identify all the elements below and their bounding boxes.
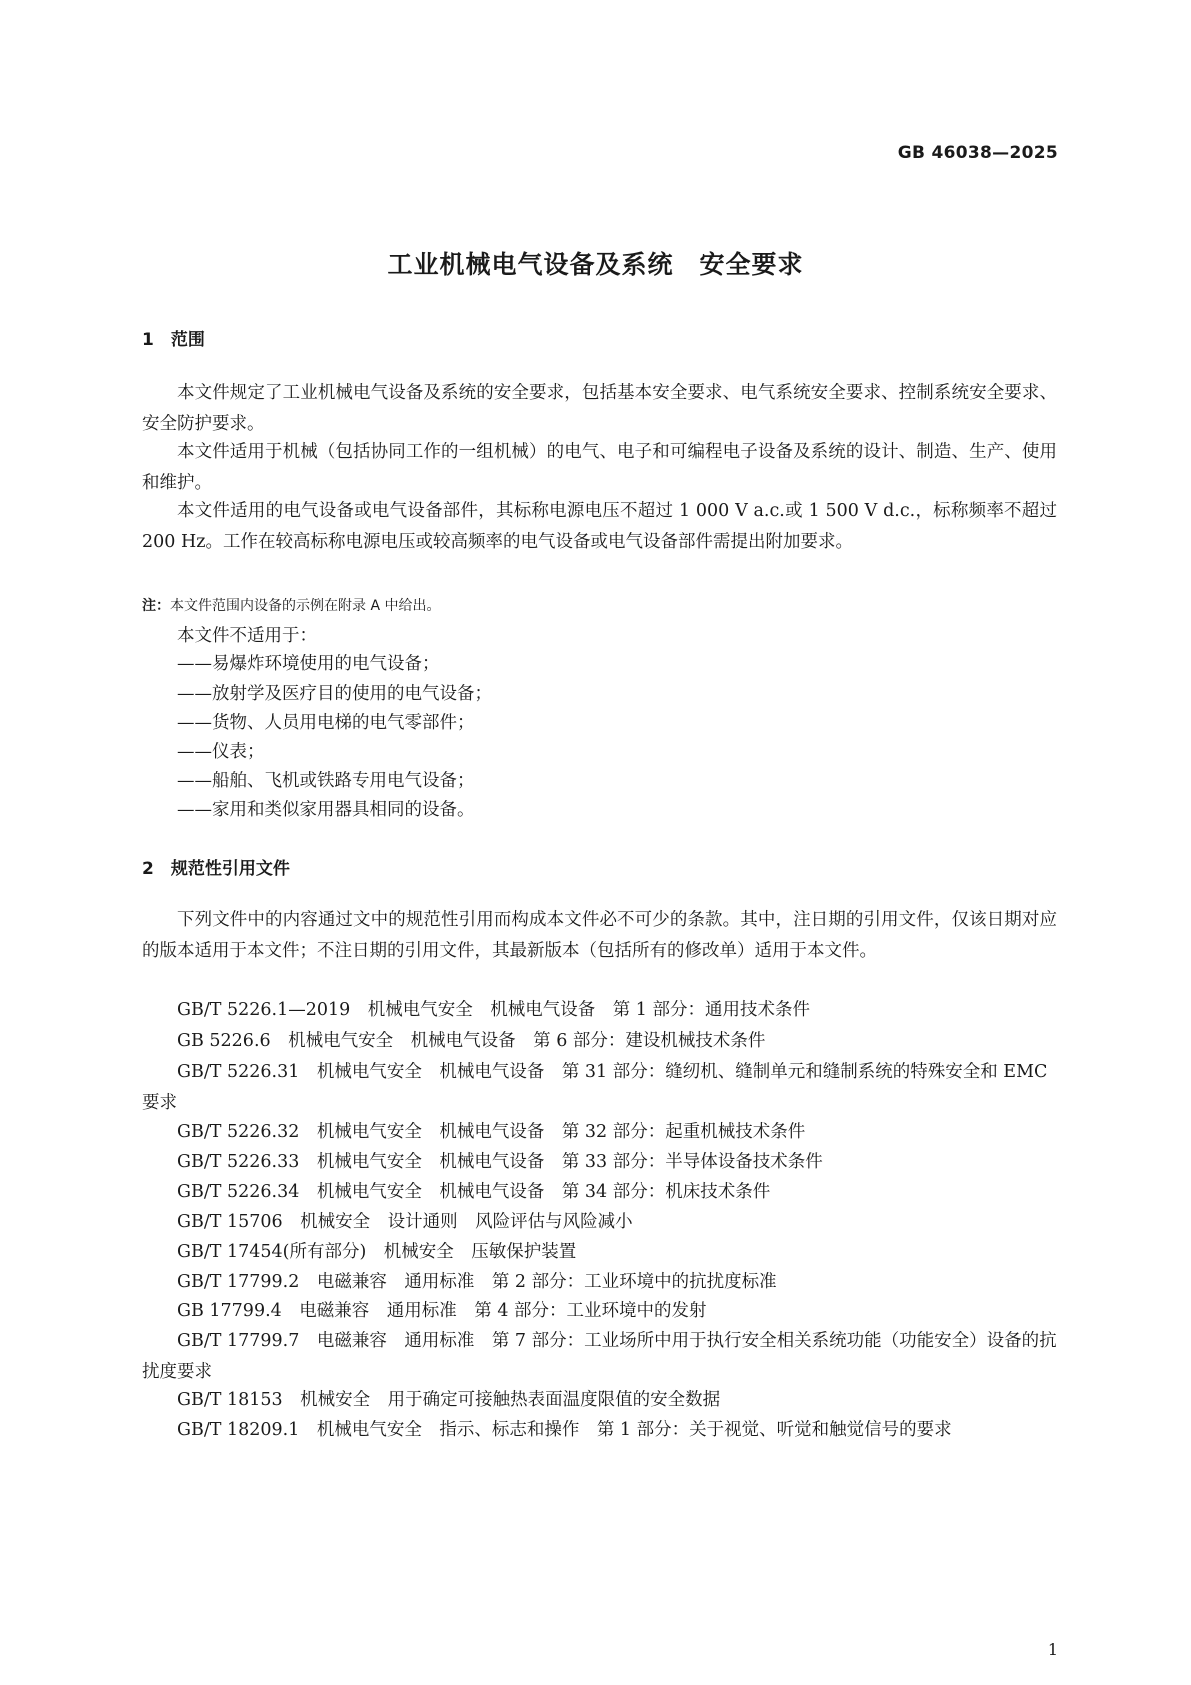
reference-item: GB/T 17799.7 电磁兼容 通用标准 第 7 部分：工业场所中用于执行安全相关系统功能（功能安全）设备的抗扰度要求 <box>142 1331 1057 1382</box>
exclusion-item: ——仪表； <box>177 742 265 762</box>
reference-item: GB/T 5226.33 机械电气安全 机械电气设备 第 33 部分：半导体设备技术条件 <box>177 1152 823 1172</box>
note-text: 本文件范围内设备的示例在附录 A 中给出。 <box>170 598 441 614</box>
reference-item: GB/T 18209.1 机械电气安全 指示、标志和操作 第 1 部分：关于视觉、听觉和触觉信号的要求 <box>177 1420 952 1440</box>
reference-item: GB/T 5226.34 机械电气安全 机械电气设备 第 34 部分：机床技术条件 <box>177 1182 771 1202</box>
exclusion-intro: 本文件不适用于： <box>177 626 317 646</box>
references-intro: 下列文件中的内容通过文中的规范性引用而构成本文件必不可少的条款。其中，注日期的引用文件，仅该日期对应的版本适用于本文件；不注日期的引用文件，其最新版本（包括所有的修改单）适用于本文件。 <box>142 910 1057 961</box>
reference-item: GB 17799.4 电磁兼容 通用标准 第 4 部分：工业环境中的发射 <box>177 1301 707 1321</box>
reference-item: GB/T 5226.32 机械电气安全 机械电气设备 第 32 部分：起重机械技术条件 <box>177 1122 806 1142</box>
section-2-heading: 2 规范性引用文件 <box>142 859 290 879</box>
scope-paragraph-2: 本文件适用于机械（包括协同工作的一组机械）的电气、电子和可编程电子设备及系统的设计、制造、生产、使用和维护。 <box>142 442 1057 493</box>
standard-code <box>898 143 1058 163</box>
reference-item: GB/T 17799.2 电磁兼容 通用标准 第 2 部分：工业环境中的抗扰度标准 <box>177 1272 777 1292</box>
reference-item: GB/T 5226.31 机械电气安全 机械电气设备 第 31 部分：缝纫机、缝制单元和缝制系统的特殊安全和 EMC 要求 <box>142 1062 1053 1113</box>
exclusion-item: ——家用和类似家用器具相同的设备。 <box>177 800 475 820</box>
reference-item: GB/T 17454(所有部分) 机械安全 压敏保护装置 <box>177 1242 577 1262</box>
reference-item: GB/T 15706 机械安全 设计通则 风险评估与风险减小 <box>177 1212 633 1232</box>
exclusion-item: ——货物、人员用电梯的电气零部件； <box>177 713 475 733</box>
exclusion-item: ——放射学及医疗目的使用的电气设备； <box>177 684 492 704</box>
standard-code-number: 46038—2025 <box>931 143 1058 163</box>
reference-item: GB/T 5226.1—2019 机械电气安全 机械电气设备 第 1 部分：通用技术条件 <box>177 1000 810 1020</box>
scope-note <box>142 595 440 615</box>
note-label: 注： <box>142 598 170 614</box>
scope-paragraph-1: 本文件规定了工业机械电气设备及系统的安全要求，包括基本安全要求、电气系统安全要求、控制系统安全要求、安全防护要求。 <box>142 383 1057 434</box>
page-number: 1 <box>1047 1640 1058 1659</box>
exclusion-item: ——易爆炸环境使用的电气设备； <box>177 654 440 674</box>
section-1-heading: 1 范围 <box>142 330 205 350</box>
exclusion-item: ——船舶、飞机或铁路专用电气设备； <box>177 771 475 791</box>
standard-code-prefix: GB <box>897 143 926 163</box>
document-title: 工业机械电气设备及系统 安全要求 <box>387 250 804 279</box>
scope-paragraph-3: 本文件适用的电气设备或电气设备部件，其标称电源电压不超过 1 000 V a.c.或 1 500 V d.c.，标称频率不超过 200 Hz。工作在较高标称电源电压或较高频率的电气设备或电气设备部件需提出附加要求。 <box>142 501 1057 552</box>
reference-item: GB/T 18153 机械安全 用于确定可接触热表面温度限值的安全数据 <box>177 1390 721 1410</box>
reference-item: GB 5226.6 机械电气安全 机械电气设备 第 6 部分：建设机械技术条件 <box>177 1031 766 1051</box>
